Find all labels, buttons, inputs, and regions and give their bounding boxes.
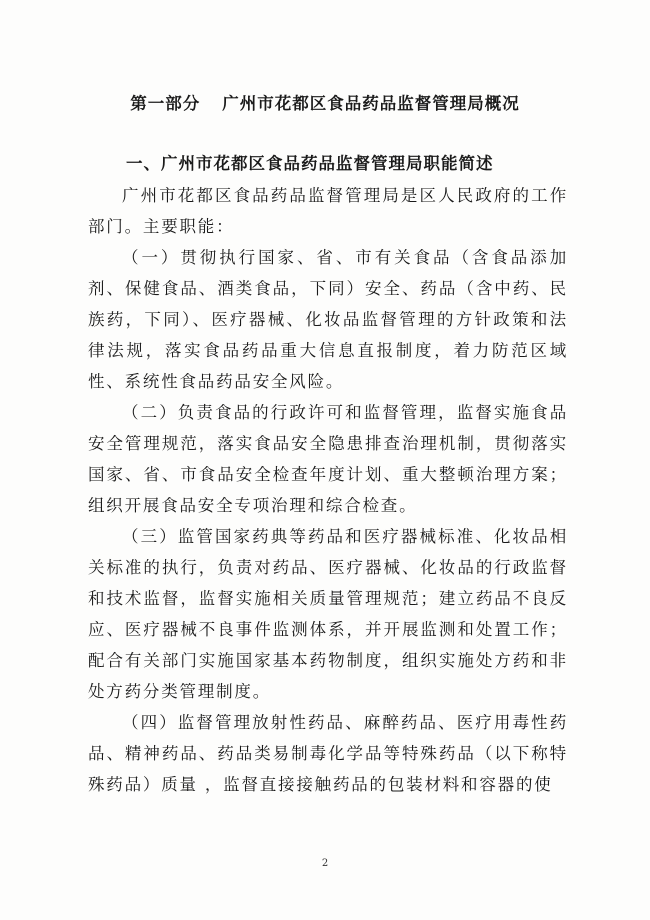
- paragraph-duty-4: （四）监督管理放射性药品、麻醉药品、医疗用毒性药品、精神药品、药品类易制毒化学品等特殊药品（以下称特殊药品）质量 ，监督直接接触药品的包装材料和容器的使: [88, 713, 568, 794]
- paragraph-duty-1: （一）贯彻执行国家、省、市有关食品（含食品添加剂、保健食品、酒类食品，下同）安全、药品（含中药、民族药，下同）、医疗器械、化妆品监督管理的方针政策和法律法规，落实食品药品重大信息直报制度，着力防范区域性、系统性食品药品安全风险。: [88, 248, 568, 391]
- part-label: 第一部分: [130, 94, 201, 113]
- page-number: 2: [321, 858, 329, 869]
- paragraph-duty-2: （二）负责食品的行政许可和监督管理，监督实施食品安全管理规范，落实食品安全隐患排查治理机制，贯彻落实国家、省、市食品安全检查年度计划、重大整顿治理方案；组织开展食品安全专项治理和综合检查。: [88, 403, 568, 515]
- part-name: 广州市花都区食品药品监督管理局概况: [222, 94, 520, 113]
- part-title: [0, 90, 650, 114]
- document-body: [88, 180, 568, 800]
- paragraph-duty-3: （三）监管国家药典等药品和医疗器械标准、化妆品相关标准的执行，负责对药品、医疗器械、化妆品的行政监督和技术监督，监督实施相关质量管理规范；建立药品不良反应、医疗器械不良事件监测体系，并开展监测和处置工作；配合有关部门实施国家基本药物制度，组织实施处方药和非处方药分类管理制度。: [88, 527, 568, 701]
- section-heading: 一、广州市花都区食品药品监督管理局职能简述: [126, 154, 494, 173]
- paragraph-intro: 广州市花都区食品药品监督管理局是区人民政府的工作部门。主要职能：: [88, 186, 568, 236]
